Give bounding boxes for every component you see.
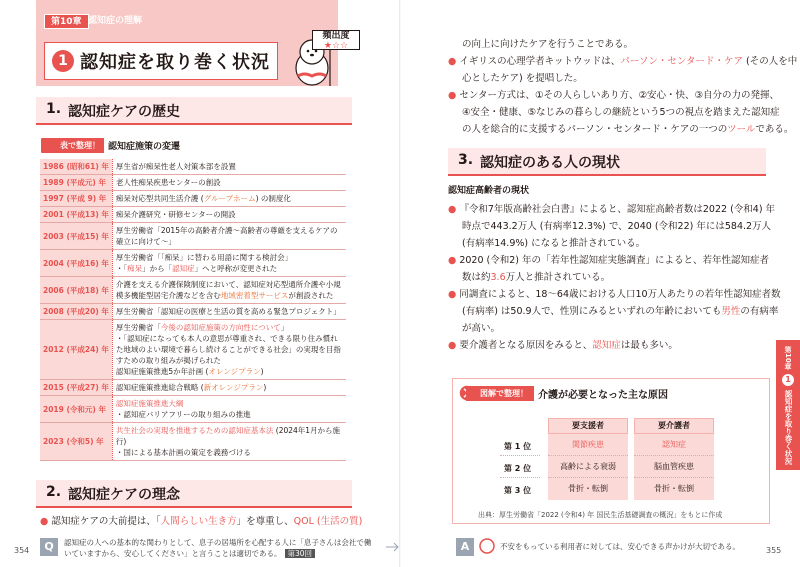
text-run: 時点で443.2万人 (有病率12.3%) で、2040 (令和22) 年には584.2万人 <box>462 221 772 232</box>
table-event: 厚生労働省「認知症の医療と生活の質を高める緊急プロジェクト」 <box>112 304 346 320</box>
table-year: 2008 (平成20) 年 <box>40 304 112 320</box>
event-text: 認知症施策推進5か年計画 ( <box>115 367 209 376</box>
table-row <box>40 207 346 223</box>
diagram-cell: 関節疾患 <box>548 434 628 456</box>
event-highlight: 共生社会の実現を推進するための認知症基本法 <box>115 426 274 435</box>
diagram-col-header-2: 要介護者 <box>634 418 714 434</box>
event-text: ) <box>263 383 267 392</box>
table-row <box>40 191 346 207</box>
table-event <box>112 320 346 380</box>
diagram-rank: 第 3 位 <box>504 486 532 495</box>
table-row <box>40 320 346 380</box>
table-year: 2023 (令和5) 年 <box>40 423 112 461</box>
bullet-icon: ● <box>448 255 457 266</box>
text-run: 2020 (令和2) 年の「若年性認知症実態調査」によると、若年性認知症者 <box>459 255 770 266</box>
event-highlight: 新オレンジプラン <box>203 383 264 392</box>
side-tab-number: 1 <box>782 374 794 386</box>
table-event <box>112 423 346 461</box>
text-run: である。 <box>755 124 794 135</box>
text-run: 」を尊重し、 <box>236 516 294 527</box>
section2-title: 認知症ケアの理念 <box>68 487 180 503</box>
table-event <box>112 380 346 396</box>
text-run: 同調査によると、18～64歳における人口10万人あたりの若年性認知症者数 <box>459 289 781 300</box>
diagram-cell: 認知症 <box>634 434 714 456</box>
event-text: 厚生労働省「 <box>115 323 161 332</box>
side-tab-title: 認知症を取り巻く状況 <box>784 389 793 465</box>
table-row <box>40 304 346 320</box>
table-year: 2001 (平成13) 年 <box>40 207 112 223</box>
frequency-label: 頻出度 <box>322 31 350 41</box>
bullet-icon: ● <box>448 204 457 215</box>
table-year: 1989 (平成元) 年 <box>40 175 112 191</box>
bullet-icon: ● <box>448 90 457 101</box>
event-text: (2024年1月から施行) <box>115 426 341 446</box>
event-text: 痴呆対応型共同生活介護 ( <box>115 194 204 203</box>
text-highlight: 3.6 <box>490 272 506 283</box>
table-year: 2015 (平成27) 年 <box>40 380 112 396</box>
text-run: ④安全・健康、⑤なじみの暮らしの継続という5つの視点を踏まえた認知症 <box>462 107 780 118</box>
section-number: 1 <box>52 50 74 72</box>
page-spine <box>399 0 401 567</box>
event-highlight: 今後の認知症施策の方向性について <box>160 323 281 332</box>
side-tab-chapter: 第10章 <box>784 346 792 370</box>
diagram-row-line <box>500 455 540 456</box>
event-highlight: 痴呆 <box>127 264 143 273</box>
bullet-icon: ● <box>40 516 49 527</box>
correct-circle-icon <box>478 537 496 555</box>
section1-underline <box>36 123 352 125</box>
table-title: 認知症施策の変遷 <box>108 142 181 152</box>
table-year: 2019 (令和元) 年 <box>40 396 112 423</box>
table-row <box>40 223 346 250</box>
text-run: 万人と推計されている。 <box>505 272 611 283</box>
diagram-source: 出典：厚生労働省「2022 (令和4) 年 国民生活基礎調査の概況」をもとに作成 <box>478 511 723 519</box>
event-text: 厚生労働省「「痴呆」に替わる用語に関する検討会」 <box>115 253 293 262</box>
event-text: ・「 <box>115 264 128 273</box>
text-run: センター方式は、①その人らしいあり方、②安心・快、③自分の力の発揮、 <box>459 90 779 101</box>
right-text-line0: の向上に向けたケアを行うことである。 <box>462 39 634 50</box>
diagram-cell: 高齢による衰弱 <box>548 456 628 478</box>
question-icon: Q <box>40 538 58 556</box>
event-highlight: オレンジプラン <box>208 367 261 376</box>
text-highlight: 人間らしい生き方 <box>160 516 237 527</box>
diagram-rank: 第 1 位 <box>504 442 532 451</box>
table-row <box>40 396 346 423</box>
diagram-row-line <box>500 477 540 478</box>
section-title: 認知症を取り巻く状況 <box>80 52 270 73</box>
page-number-right: 355 <box>766 546 782 555</box>
table-row <box>40 250 346 277</box>
text-run: (有病率14.9%) になると推計されている。 <box>462 238 646 249</box>
event-text: が創設された <box>288 291 334 300</box>
frequency-badge <box>312 30 360 50</box>
text-highlight: 認知症 <box>592 340 621 351</box>
diagram-badge: 図解で整理！ <box>466 386 534 401</box>
frequency-stars: ★☆☆ <box>323 41 349 51</box>
table-event: 老人性痴呆疾患センターの創設 <box>112 175 346 191</box>
bullet-icon: ● <box>448 56 457 67</box>
table-row <box>40 159 346 175</box>
history-table <box>40 159 346 461</box>
section2-underline <box>36 506 352 508</box>
table-row <box>40 277 346 304</box>
text-run: は最も多い。 <box>620 340 678 351</box>
chapter-title: 認知症の理解 <box>88 16 143 26</box>
section3-title: 認知症のある人の現状 <box>480 155 620 171</box>
event-text: ・「認知症になっても本人の意思が尊重され、できる限り住み慣れた地域のよい環境で暮らし続けることができる社会」の実現を目指すための取り組みが掲げられた <box>115 334 341 365</box>
bullet-icon: ● <box>448 289 457 300</box>
event-text: ) <box>260 367 264 376</box>
text-run: イギリスの心理学者キットウッドは、 <box>459 56 621 67</box>
table-row <box>40 175 346 191</box>
text-highlight: ツール <box>727 124 756 135</box>
event-text: ・国による基本計画の策定を義務づける <box>115 448 251 457</box>
diagram-cell: 骨折・転倒 <box>634 478 714 500</box>
question-text <box>64 537 394 559</box>
table-year: 2004 (平成16) 年 <box>40 250 112 277</box>
table-event <box>112 191 346 207</box>
table-year: 2003 (平成15) 年 <box>40 223 112 250</box>
page-arrow-icon <box>386 542 400 552</box>
section1-number: 1. <box>46 101 62 117</box>
table-row <box>40 423 346 461</box>
text-run: (有病率) は50.9人で、性別にみるといずれの年齢においても <box>462 306 722 317</box>
text-run: (その人を中 <box>743 56 798 67</box>
elderly-list <box>448 201 781 354</box>
event-highlight: 認知症施策推進大綱 <box>115 399 184 408</box>
diagram-title: 介護が必要となった主な原因 <box>538 390 668 401</box>
question-line: いていますから、安心してください」と言うことは適切である。 <box>64 549 282 558</box>
text-highlight: パーソン・センタード・ケア <box>620 56 744 67</box>
table-event: 厚生労働省「2015年の高齢者介護～高齢者の尊厳を支えるケアの確立に向けて～」 <box>112 223 346 250</box>
table-year: 1986 (昭和61) 年 <box>40 159 112 175</box>
table-year: 1997 (平成 9) 年 <box>40 191 112 207</box>
answer-icon: A <box>456 538 474 556</box>
event-text: 」 <box>280 323 289 332</box>
event-text: ) の制度化 <box>255 194 291 203</box>
answer-text: 不安をもっている利用者に対しては、安心できる声かけが大切である。 <box>500 542 740 551</box>
text-run: 数は約 <box>462 272 491 283</box>
text-run: 『令和7年版高齢社会白書』によると、認知症高齢者数は2022 (令和4) 年 <box>459 204 776 215</box>
event-highlight: 認知症 <box>172 264 195 273</box>
table-year: 2006 (平成18) 年 <box>40 277 112 304</box>
section3-underline <box>448 174 766 176</box>
text-run: の有病率 <box>740 306 779 317</box>
right-bullet-1 <box>448 53 798 87</box>
exam-ref-badge: 第30回 <box>285 549 316 558</box>
text-run: 心としたケア) を提唱した。 <box>462 73 583 84</box>
diagram-cell: 骨折・転倒 <box>548 478 628 500</box>
table-event <box>112 250 346 277</box>
chapter-side-tab <box>776 340 800 470</box>
table-event: 厚生省が痴呆性老人対策本部を設置 <box>112 159 346 175</box>
event-highlight: グループホーム <box>203 194 256 203</box>
section1-title: 認知症ケアの歴史 <box>68 104 180 120</box>
event-text: ・認知症バリアフリーの取り組みの推進 <box>115 410 251 419</box>
text-highlight: QOL (生活の質) <box>293 516 363 527</box>
section3-number: 3. <box>458 152 474 168</box>
table-year: 2012 (平成24) 年 <box>40 320 112 380</box>
text-run: 認知症ケアの大前提は、「 <box>51 516 161 527</box>
section2-text <box>40 513 363 530</box>
elderly-heading: 認知症高齢者の現状 <box>448 186 530 196</box>
question-line: 認知症の人への基本的な関わりとして、息子の居場所を心配する人に「息子さんは会社で働 <box>64 538 372 547</box>
diagram-rank: 第 2 位 <box>504 464 532 473</box>
section2-number: 2. <box>46 484 62 500</box>
table-event: 痴呆介護研究・研修センターの開設 <box>112 207 346 223</box>
event-text: 」から「 <box>142 264 173 273</box>
chapter-tag: 第10章 <box>44 14 89 29</box>
text-run: の人を総合的に支援するパーソン・センタード・ケアの一つの <box>462 124 728 135</box>
event-text: 認知症施策推進総合戦略 ( <box>115 383 204 392</box>
table-event <box>112 396 346 423</box>
diagram-cell: 脳血管疾患 <box>634 456 714 478</box>
right-bullet-2 <box>448 87 794 138</box>
event-highlight: 地域密着型サービス <box>220 291 289 300</box>
event-text: 」へと呼称が変更された <box>194 264 278 273</box>
text-run: が高い。 <box>462 323 501 334</box>
diagram-col-header-1: 要支援者 <box>548 418 628 434</box>
table-event <box>112 277 346 304</box>
table-row <box>40 380 346 396</box>
text-highlight: 男性 <box>721 306 741 317</box>
bullet-icon: ● <box>448 340 457 351</box>
table-badge: 表で整理！ <box>46 138 104 153</box>
page-number-left: 354 <box>14 546 30 555</box>
text-run: 要介護者となる原因をみると、 <box>459 340 593 351</box>
event-text: 介護を支える介護保険制度において、認知症対応型通所介護や小規模多機能型居宅介護などを含む <box>115 280 341 300</box>
